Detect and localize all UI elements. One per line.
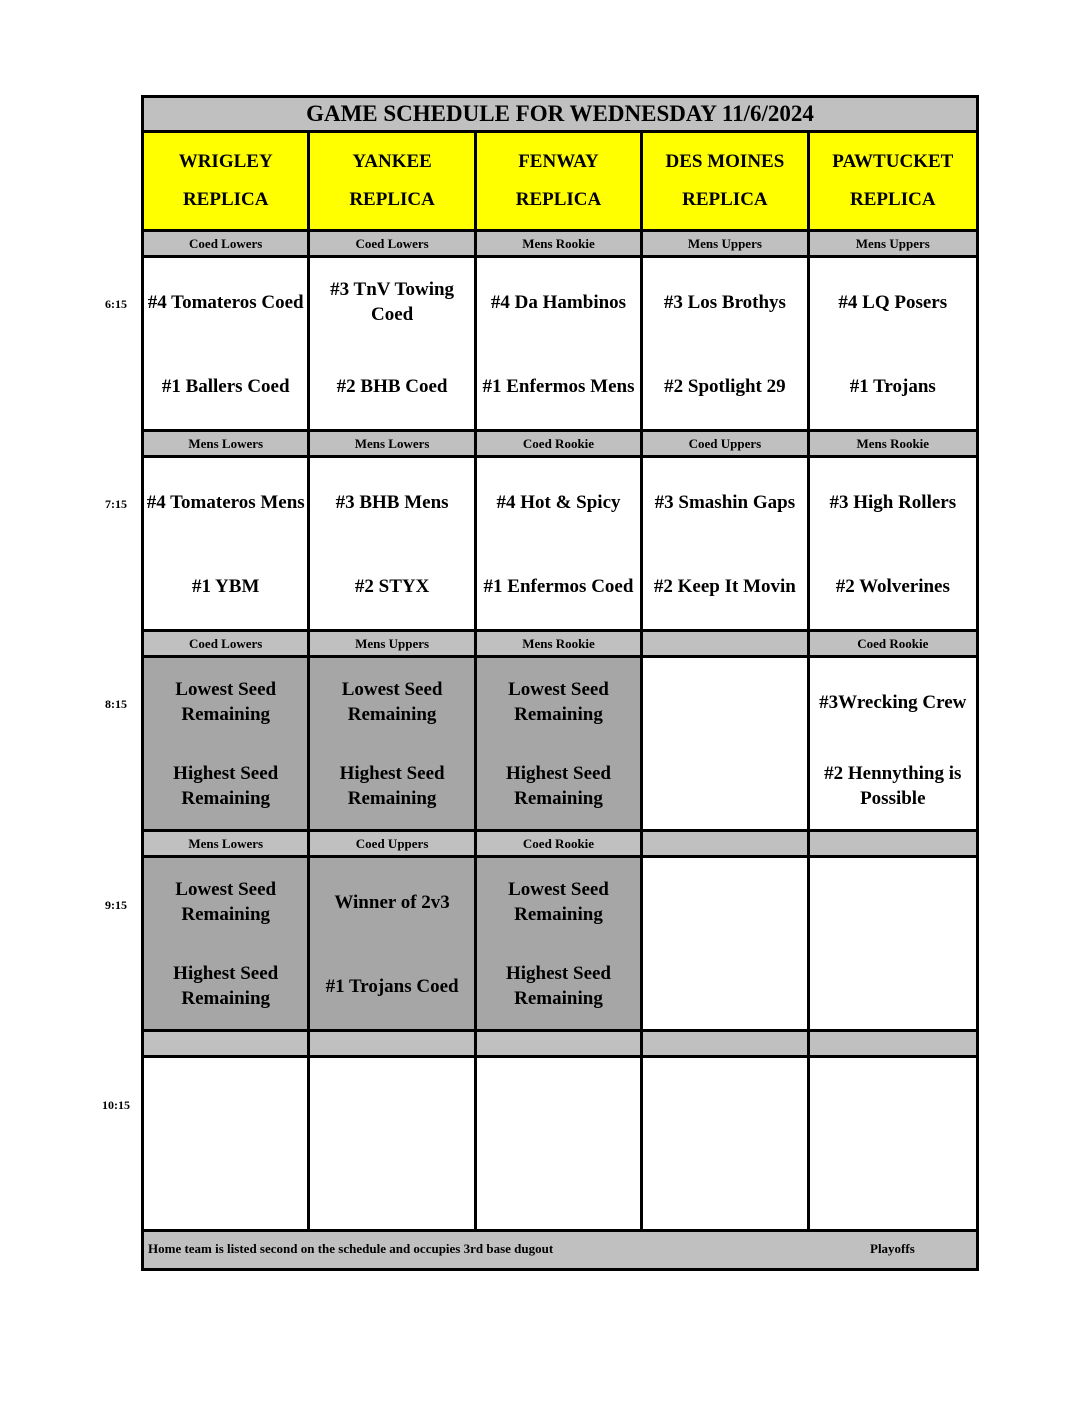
field-header-pawtucket	[810, 133, 976, 232]
game-cell	[477, 858, 643, 1032]
division-label: Coed Uppers	[643, 432, 809, 458]
field-subtitle: REPLICA	[850, 189, 936, 210]
field-subtitle: REPLICA	[349, 189, 435, 210]
home-team	[310, 1150, 473, 1222]
division-label: Coed Lowers	[144, 232, 310, 258]
time-label-8-15: 8:15	[105, 697, 127, 711]
away-team: Lowest Seed Remaining	[175, 879, 277, 925]
away-team	[643, 866, 806, 938]
home-team: #1 Trojans Coed	[325, 975, 459, 997]
home-team: #2 Keep It Movin	[653, 575, 796, 597]
away-team: #3 TnV Towing Coed	[330, 279, 455, 325]
home-team: #1 Enfermos Mens	[482, 375, 635, 397]
away-team	[810, 866, 976, 938]
home-team: #2 Hennything is Possible	[824, 763, 962, 809]
division-label: Mens Uppers	[643, 232, 809, 258]
time-label-9-15: 9:15	[105, 898, 127, 912]
field-subtitle: REPLICA	[182, 189, 269, 210]
time-label-6-15: 6:15	[105, 297, 127, 311]
game-cell	[643, 658, 809, 832]
away-team	[477, 1066, 640, 1138]
game-cell	[810, 858, 976, 1032]
away-team	[310, 1066, 473, 1138]
home-team: Highest Seed Remaining	[505, 763, 611, 809]
away-team: #4 Da Hambinos	[490, 291, 627, 313]
home-team	[144, 1150, 307, 1222]
home-team: Highest Seed Remaining	[339, 763, 445, 809]
game-cell	[643, 458, 809, 632]
home-team: #2 Wolverines	[835, 575, 950, 597]
field-header-fenway	[477, 133, 643, 232]
game-cell	[144, 258, 310, 432]
division-label: Mens Rookie	[477, 632, 643, 658]
away-team	[144, 1066, 307, 1138]
game-cell	[477, 658, 643, 832]
game-cell	[810, 658, 976, 832]
away-team: #3 Smashin Gaps	[654, 491, 796, 513]
away-team	[810, 1066, 976, 1138]
division-label	[810, 832, 976, 858]
division-label: Mens Uppers	[310, 632, 476, 658]
field-header-yankee	[310, 133, 476, 232]
away-team: Lowest Seed Remaining	[508, 679, 609, 725]
playoffs-label: Playoffs	[870, 1241, 915, 1256]
game-cell	[810, 1058, 976, 1232]
away-team: #3 Los Brothys	[663, 291, 786, 313]
game-cell	[144, 1058, 310, 1232]
time-label-10-15: 10:15	[102, 1098, 130, 1112]
division-label: Coed Uppers	[310, 832, 476, 858]
game-cell	[310, 458, 476, 632]
game-cell	[477, 1058, 643, 1232]
away-team: #4 Hot & Spicy	[496, 491, 621, 513]
division-label: Mens Lowers	[310, 432, 476, 458]
home-team	[477, 1150, 640, 1222]
away-team	[643, 666, 806, 738]
field-name: DES MOINES	[665, 151, 785, 172]
home-team	[643, 1150, 806, 1222]
division-label	[144, 1032, 310, 1058]
home-team: #1 Ballers Coed	[161, 375, 290, 397]
field-subtitle: REPLICA	[515, 189, 602, 210]
home-team: #2 Spotlight 29	[664, 375, 786, 397]
schedule-table	[141, 95, 979, 1271]
division-label	[477, 1032, 643, 1058]
division-label: Coed Lowers	[310, 232, 476, 258]
away-team: #3 BHB Mens	[335, 491, 449, 513]
division-label: Mens Lowers	[144, 832, 310, 858]
division-label	[310, 1032, 476, 1058]
game-cell	[310, 658, 476, 832]
away-team: Winner of 2v3	[334, 891, 450, 913]
home-team	[643, 750, 806, 822]
division-label	[643, 832, 809, 858]
home-team	[810, 1150, 976, 1222]
game-cell	[144, 658, 310, 832]
division-label: Mens Uppers	[810, 232, 976, 258]
away-team: #4 LQ Posers	[838, 291, 948, 313]
away-team: Lowest Seed Remaining	[175, 679, 277, 725]
home-team: #1 Trojans	[849, 375, 936, 397]
game-cell	[477, 458, 643, 632]
game-cell	[310, 258, 476, 432]
division-label: Coed Rookie	[477, 432, 643, 458]
field-header-wrigley	[144, 133, 310, 232]
home-team: #2 STYX	[354, 575, 430, 597]
time-label-7-15: 7:15	[105, 497, 127, 511]
away-team: Lowest Seed Remaining	[341, 679, 443, 725]
division-label: Coed Rookie	[477, 832, 643, 858]
home-team-note: Home team is listed second on the schedule and occupies 3rd base dugout	[148, 1241, 554, 1256]
game-cell	[810, 258, 976, 432]
away-team: #3Wrecking Crew	[819, 691, 967, 713]
division-label: Coed Rookie	[810, 632, 976, 658]
game-cell	[643, 258, 809, 432]
division-label: Coed Lowers	[144, 632, 310, 658]
home-team	[810, 950, 976, 1022]
field-name: YANKEE	[352, 151, 432, 172]
away-team	[643, 1066, 806, 1138]
division-label	[643, 1032, 809, 1058]
home-team: #2 BHB Coed	[336, 375, 448, 397]
away-team: #4 Tomateros Mens	[146, 491, 305, 513]
away-team: Lowest Seed Remaining	[508, 879, 609, 925]
game-cell	[477, 258, 643, 432]
schedule-footer	[144, 1232, 976, 1268]
game-cell	[643, 1058, 809, 1232]
field-subtitle: REPLICA	[682, 189, 768, 210]
game-cell	[144, 858, 310, 1032]
division-label: Mens Lowers	[144, 432, 310, 458]
field-name: WRIGLEY	[178, 151, 273, 172]
division-label	[810, 1032, 976, 1058]
home-team: #1 YBM	[192, 575, 260, 597]
game-cell	[810, 458, 976, 632]
field-name: FENWAY	[518, 151, 599, 172]
game-cell	[310, 1058, 476, 1232]
away-team: #4 Tomateros Coed	[147, 291, 304, 313]
game-cell	[643, 858, 809, 1032]
field-header-des-moines	[643, 133, 809, 232]
away-team: #3 High Rollers	[829, 491, 957, 513]
home-team: Highest Seed Remaining	[505, 963, 611, 1009]
home-team: Highest Seed Remaining	[173, 963, 279, 1009]
home-team	[643, 950, 806, 1022]
game-cell	[310, 858, 476, 1032]
division-label	[643, 632, 809, 658]
division-label: Mens Rookie	[810, 432, 976, 458]
game-cell	[144, 458, 310, 632]
division-label: Mens Rookie	[477, 232, 643, 258]
schedule-title: GAME SCHEDULE FOR WEDNESDAY 11/6/2024	[144, 98, 976, 133]
home-team: Highest Seed Remaining	[173, 763, 279, 809]
field-name: PAWTUCKET	[832, 151, 954, 172]
home-team: #1 Enfermos Coed	[483, 575, 634, 597]
